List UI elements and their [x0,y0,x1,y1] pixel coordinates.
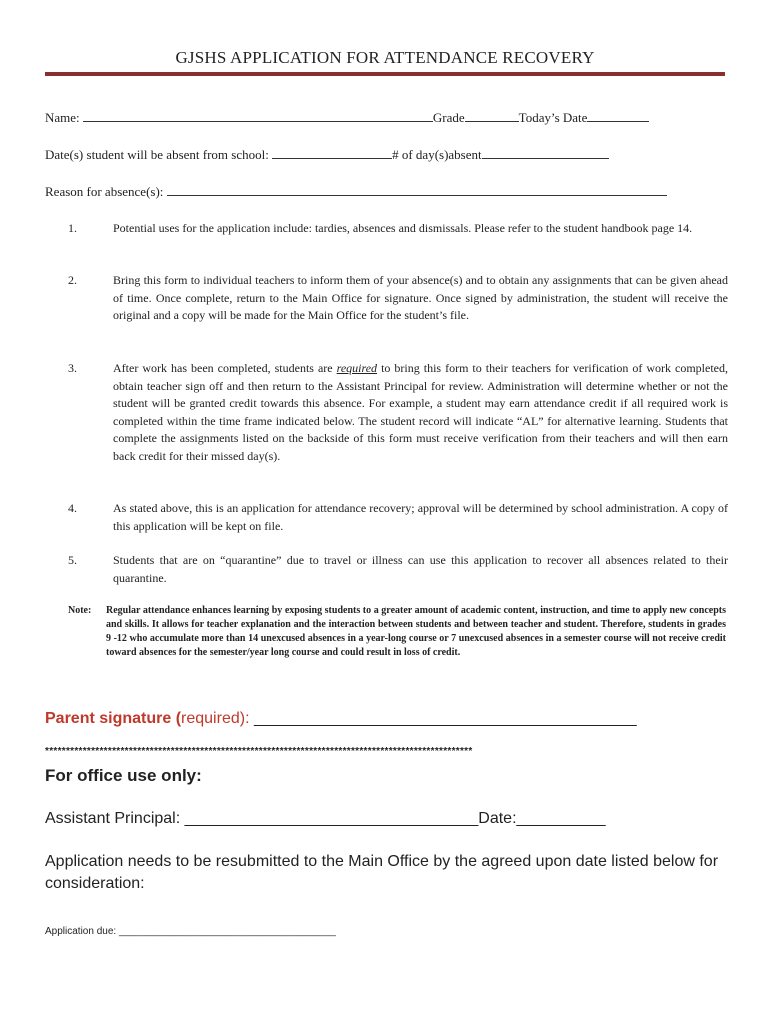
name-label: Name: [45,110,80,125]
due-field[interactable]: _______________________________________ [118,926,336,937]
attendance-note [68,604,726,660]
item-text: As stated above, this is an application for attendance recovery; approval will be determined by school administration. A copy of this application will be kept on file. [113,501,728,533]
office-date-field[interactable]: __________ [516,810,606,827]
item-number: 3. [68,361,77,375]
dates-absent-label: Date(s) student will be absent from school: [45,147,269,162]
list-item [68,360,728,465]
list-item [68,552,728,587]
reason-row [45,184,667,200]
item-number: 4. [68,501,77,515]
item-number: 2. [68,273,77,287]
grade-label: Grade [432,110,465,125]
parent-signature-label: Parent signature ( [45,710,182,727]
item-number: 1. [68,221,77,235]
todays-date-field[interactable] [587,110,649,122]
assistant-principal-row [45,810,606,828]
parent-signature-field[interactable]: ___________________________________________ [253,710,637,727]
dates-absent-field[interactable] [272,147,392,159]
list-item [68,220,728,238]
reason-label: Reason for absence(s): [45,184,164,199]
resubmit-instructions: Application needs to be resubmitted to the Main Office by the agreed upon date listed below for consideration: [45,853,719,892]
ap-label: Assistant Principal: [45,810,181,827]
grade-field[interactable] [465,110,519,122]
form-title: GJSHS APPLICATION FOR ATTENDANCE RECOVERY [175,48,595,67]
required-emphasis: required [336,361,378,375]
note-label: Note: [68,605,92,616]
todays-date-label: Today’s Date [518,110,588,125]
parent-required-label: required): [181,710,250,727]
item-number: 5. [68,553,77,567]
office-use-heading: For office use only: [45,766,202,785]
list-item [68,500,728,535]
section-separator: ****************************************************************************************************** [45,746,473,757]
name-row [45,110,649,126]
title-divider [45,72,725,76]
ap-signature-field[interactable]: _________________________________ [184,810,479,827]
application-due-row [45,926,336,937]
item-text: Potential uses for the application include: tardies, absences and dismissals. Please refer to the student handbook page 14. [113,221,693,235]
item-text-part: to bring this form to their teachers for verification of work completed, obtain teacher sign off and then return to the Assistant Principal for review. Administration will determine whether or not the student will be granted credit towards this absence. For example, a student may earn attendance credit if all required work is completed within the time frame indicated below. The student record will indicate “AL” for alternative learning. Students that complete the assignments listed on the backside of this form must receive verification from their teachers and will then earn back credit for their missed day(s). [113,361,728,463]
item-text [113,360,728,465]
absence-dates-row [45,147,609,163]
name-field[interactable] [83,110,433,122]
parent-signature-row [45,710,637,728]
item-text: Students that are on “quarantine” due to travel or illness can use this application to recover all absences related to their quarantine. [113,553,728,585]
item-text-part: After work has been completed, students are [113,361,337,375]
reason-field[interactable] [167,184,667,196]
office-date-label: Date: [478,810,517,827]
note-text: Regular attendance enhances learning by exposing students to a greater amount of academic content, instruction, and time to apply new concepts and skills. It allows for teacher explanation and the interaction between students and between teacher and student. Therefore, students in grades 9 -12 who accumulate more than 14 unexcused absences in a year-long course or 7 unexcused absences in a semester course will not receive credit toward absences for the semester/year long course and could result in loss of credit. [106,605,726,658]
item-text: Bring this form to individual teachers to inform them of your absence(s) and to obtain any assignments that can be given ahead of time. Once complete, return to the Main Office for signature. Once signed by administration, the student will receive the original and a copy will be made for the Main Office for the student’s file. [113,273,728,322]
num-days-label: # of day(s)absent [392,147,482,162]
due-label: Application due: [45,926,117,937]
list-item [68,272,728,325]
num-days-field[interactable] [482,147,609,159]
